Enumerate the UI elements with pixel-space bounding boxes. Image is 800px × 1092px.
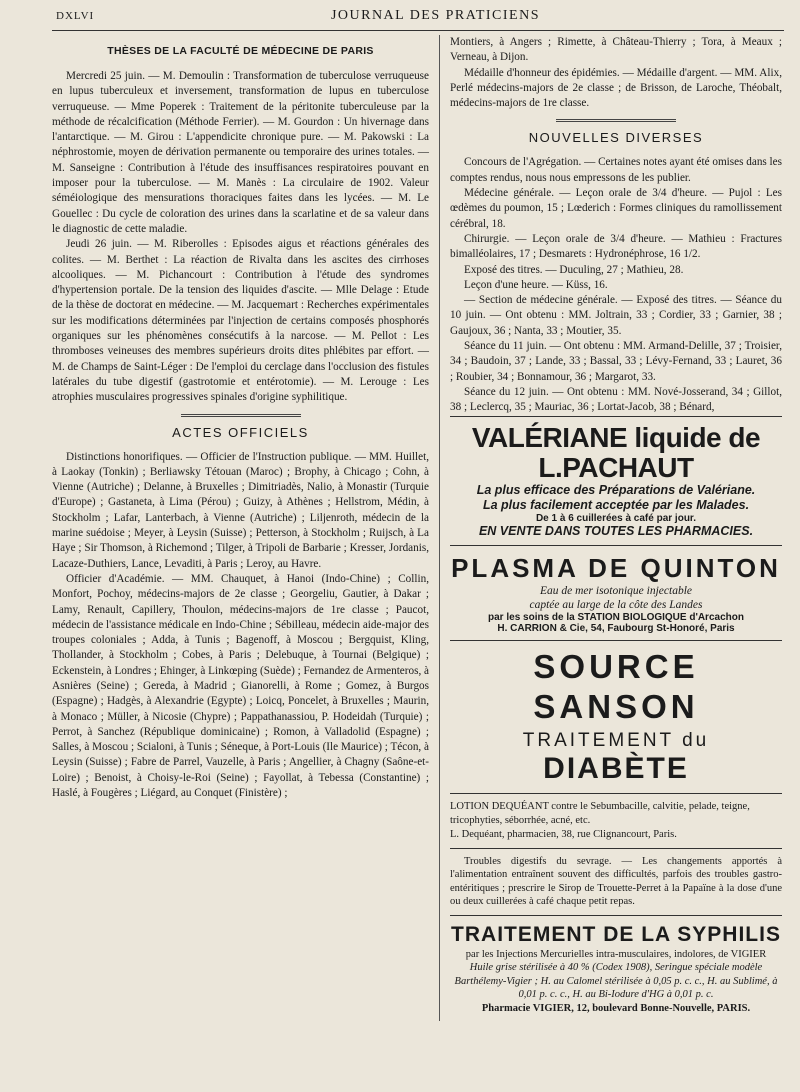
ad-lotion-dequeant xyxy=(450,793,782,848)
theses-paragraph-1: Mercredi 25 juin. — M. Demoulin : Transformation de tuberculose verruqueuse en lupus tuberculeux et inversement, transformation de lupus en tuberculose verruqueuse. — Mme Poperek : Traitement de la péritonite tuberculeuse par la méthode de récalcification (Méthode Ferrier). — M. Gourdon : Un hivernage dans l'antarctique. — M. Girou : L'appendicite chronique pure. — M. Pakowski : La néphrostomie, moyen de dérivation permanente ou temporaire des urines totales. — M. Sanseigne : Contribution à l'étude des insuffisances respiratoires pouvant en imposer pour la tuberculose. — M. Manès : La circulaire de 1902. Valeur séméiologique des mensurations thoraciques faites dans les lycées. — M. Le Gouellec : Du cycle de coloration des urines dans la scarlatine et de sa valeur dans le diagnostic de cette maladie. xyxy=(52,70,429,235)
ad-plasma-line-2: captée au large de la côte des Landes xyxy=(529,598,703,611)
ad-plasma-quinton xyxy=(450,545,782,640)
ad-valeriane-line-4: EN VENTE DANS TOUTES LES PHARMACIES. xyxy=(478,523,754,538)
theses-paragraph-2: Jeudi 26 juin. — M. Riberolles : Episodes aigus et réactions générales des colites. — M. Berthet : La réaction de Rivalta dans les ascites des cirrhoses alcooliques. — M. Pichancourt : Contribution à l'étude des syndromes d'hypertension portale. De la tension des liquides d'ascite. — Mlle Delage : Etude de la thèse de doctorat en médecine. — M. Jacquemart : Recherches expérimentales sur les modifications déterminées par l'injection de certains composés phosphorés organiques sur les phénomènes consécutifs à la narcose. — M. Pellot : Les thromboses veineuses des membres supérieurs droits dites phlébites par effort. — M. de Champs de Saint-Léger : De l'emploi du cerclage dans l'occlusion des fistules latérales du tube digestif (gastrotomie et entérotomie). — M. Lerouge : Les atrophies musculaires progressives spinales d'origine syphilitique. xyxy=(52,238,429,404)
nouvelles-paragraph-4: Exposé des titres. — Duculing, 27 ; Mathieu, 28. xyxy=(464,263,684,276)
ad-syphilis-line-3: Pharmacie VIGIER, 12, boulevard Bonne-Nouvelle, PARIS. xyxy=(481,1002,751,1014)
ad-syphilis-vigier xyxy=(450,915,782,1022)
ad-sirop-text: Troubles digestifs du sevrage. — Les changements apportés à l'alimentation entraînent souvent des difficultés, parfois des troubles gastro-entéritiques ; prescrire le Sirop de Trouette-Perret à la Papaïne à la dose d'une ou deux cuillerées à café chaque petit repas. xyxy=(450,855,782,908)
ad-sanson-subtitle xyxy=(450,727,782,787)
ad-sanson-line-1: TRAITEMENT du xyxy=(522,729,710,751)
ad-plasma-line-3: par les soins de la STATION BIOLOGIQUE d'Arcachon xyxy=(488,611,744,623)
ad-syphilis-title: TRAITEMENT DE LA SYPHILIS xyxy=(451,922,781,946)
left-column xyxy=(52,35,440,1021)
ad-valeriane-title: VALÉRIANE liquide de L.PACHAUT xyxy=(471,421,761,483)
ad-sanson-title: SOURCE SANSON xyxy=(533,647,699,725)
ad-plasma-title: PLASMA DE QUINTON xyxy=(451,552,781,583)
nouvelles-title: NOUVELLES DIVERSES xyxy=(528,130,704,146)
actes-paragraph-1: Distinctions honorifiques. — Officier de l'Instruction publique. — MM. Huillet, à Laokay (Tonkin) ; Berliawsky Tétouan (Maroc) ; Brophy, à Chicago ; Cohn, à Vienne (Autriche) ; Delanne, à Bruxelles ; Dimitriadès, Nalio, à Monastir (Turquie d'Europe) ; Gastaneta, à Lima (Pérou) ; Guizy, à Athènes ; Hellstrom, Médin, à Stockholm ; Lafar, Lanterbach, à Vienne (Autriche) ; Liljenroth, médecin de la marine suédoise ; Meyer, à Leysin (Suisse) ; Petterson, à Stockholm ; Ruijsch, à La Haye ; Sir Thomson, à Richemond ; Tilger, à Tripoli de Barbarie ; Kresser, Jordanis, Lacaze-Duthiers, Lance, Levaditi, à Paris ; Leroy, au Havre. xyxy=(52,450,429,570)
nouvelles-paragraph-2: Médecine générale. — Leçon orale de 3/4 d'heure. — Pujol : Les œdèmes du poumon, 15 ; Lœderich : Formes cliniques du ramollissement cérébral, 18. xyxy=(450,187,782,230)
actes-title: ACTES OFFICIELS xyxy=(172,424,309,440)
continued-paragraph-1: Montiers, à Angers ; Rimette, à Château-Thierry ; Tora, à Meaux ; Verneau, à Dijon. xyxy=(450,36,782,64)
right-column xyxy=(440,35,782,1021)
ad-plasma-line-1: Eau de mer isotonique injectable xyxy=(539,584,693,597)
ad-plasma-line-4: H. CARRION & Cie, 54, Faubourg St-Honoré, Paris xyxy=(497,622,735,634)
ad-lotion-line-1: LOTION DEQUÉANT contre le Sebumbacille, calvitie, pelade, teigne, tricophyties, séborrhée, acné, etc. xyxy=(450,800,750,826)
nouvelles-paragraph-1: Concours de l'Agrégation. — Certaines notes ayant été omises dans les comptes rendus, nous nous empressons de les publier. xyxy=(450,156,782,184)
nouvelles-paragraph-6: — Section de médecine générale. — Exposé des titres. — Séance du 10 juin. — Ont obtenu : MM. Joltrain, 33 ; Cordier, 33 ; Garnier, 38 ; Gaujoux, 36 ; Nanta, 33 ; Moutier, 35. xyxy=(450,294,782,337)
ad-lotion-line-2: L. Dequéant, pharmacien, 38, rue Clignancourt, Paris. xyxy=(450,828,677,840)
ad-sanson-line-2: DIABÈTE xyxy=(543,751,689,785)
section-rule xyxy=(181,414,301,421)
nouvelles-paragraph-8: Séance du 12 juin. — Ont obtenu : MM. Nové-Josserand, 34 ; Gillot, 38 ; Leclercq, 35 ; Mauriac, 36 ; Lortat-Jacob, 38 ; Bénard, xyxy=(450,385,782,414)
ad-syphilis-line-1: par les Injections Mercurielles intra-musculaires, indolores, de VIGIER xyxy=(465,948,767,960)
journal-title: JOURNAL DES PRATICIENS xyxy=(330,8,540,23)
ad-sirop-trouette xyxy=(450,848,782,915)
ad-valeriane-pachaut xyxy=(450,416,782,545)
page-number: DXLVI xyxy=(56,10,95,22)
continued-paragraph-2: Médaille d'honneur des épidémies. — Médaille d'argent. — MM. Alix, Perlé médecins-majors de 2e classe ; de Brisson, de Laroche, Théobalt, médecins-majors de 1re classe. xyxy=(450,66,782,110)
ad-source-sanson xyxy=(450,640,782,793)
page-header xyxy=(52,8,784,31)
ad-syphilis-line-2: Huile grise stérilisée à 40 % (Codex 1908), Seringue spéciale modèle Barthélemy-Vigier ; H. au Calomel stérilisée à 0,05 p. c. c., H. au Sublimé, à 0,01 p. c. c., H. au Bi-Iodure d'HG à 0,01 p. c. xyxy=(454,962,778,1001)
section-rule xyxy=(556,119,676,126)
columns xyxy=(52,35,784,1021)
ad-valeriane-line-3: De 1 à 6 cuillerées à café par jour. xyxy=(535,512,697,524)
ad-valeriane-line-1: La plus efficace des Préparations de Valériane. xyxy=(476,482,756,497)
ad-valeriane-line-2: La plus facilement acceptée par les Malades. xyxy=(482,497,750,512)
theses-title: THÈSES DE LA FACULTÉ DE MÉDECINE DE PARIS xyxy=(107,45,374,57)
nouvelles-paragraph-3: Chirurgie. — Leçon orale de 3/4 d'heure. — Mathieu : Fractures bimalléolaires, 17 ; Desmarets : Hydronéphrose, 16 1/2. xyxy=(450,232,782,261)
actes-paragraph-2: Officier d'Académie. — MM. Chauquet, à Hanoi (Indo-Chine) ; Collin, Monfort, Pochoy, médecins-majors de 2e classe ; Georgeliu, Gautier, à Dakar ; Lamy, Renault, Capillery, Thoulon, médecins-majors de 1re classe ; Paucot, médecin de l'assistance médicale en Indo-Chine ; Sébilleau, médecin aide-major des troupes coloniales ; Adda, à Tunis ; Bagenoff, à Moscou ; Bergquist, Kling, Thollander, à Stockholm ; Cobes, à Paris ; Delebuque, à Tournai (Belgique) ; Eckenstein, à Londres ; Ehinger, à Linkœping (Suède) ; Fernandez de Armenteros, à Asnières (Seine) ; Gereda, à Madrid ; Gianorelli, à Rome ; Gomez, à Burgos (Espagne) ; Hadgès, à Alexandrie (Egypte) ; Loicq, Poncelet, à Bruxelles ; Maurin, à Monaco ; Müller, à Nicosie (Chypre) ; Pappathanassiou, P. Hodeidah (Turquie) ; Perrot, à Sanchez (République dominicaine) ; Romon, à Valladolid (Espagne) ; Salles, à Moscou ; Scialoni, à Tunis ; Séneque, à Port-Louis (Ile Maurice) ; Técon, à Leysin (Suisse) ; Fabre de Parrel, Vauzelle, à Paris ; Angellier, à Chagny (Saône-et-Loire) ; Benoist, à Choisy-le-Roi (Seine) ; Fayollat, à Tebessa (Constantine) ; Haslé, à Fougères ; Liégard, au Conquet (Finistère) ; xyxy=(52,572,430,800)
nouvelles-paragraph-7: Séance du 11 juin. — Ont obtenu : MM. Armand-Delille, 37 ; Troisier, 34 ; Baudoin, 37 ; Lande, 33 ; Bassal, 33 ; Lévy-Fernand, 33 ; Lauret, 36 ; Roubier, 34 ; Bonnamour, 36 ; Margarot, 33. xyxy=(450,340,782,383)
nouvelles-paragraph-5: Leçon d'une heure. — Küss, 16. xyxy=(464,278,608,291)
